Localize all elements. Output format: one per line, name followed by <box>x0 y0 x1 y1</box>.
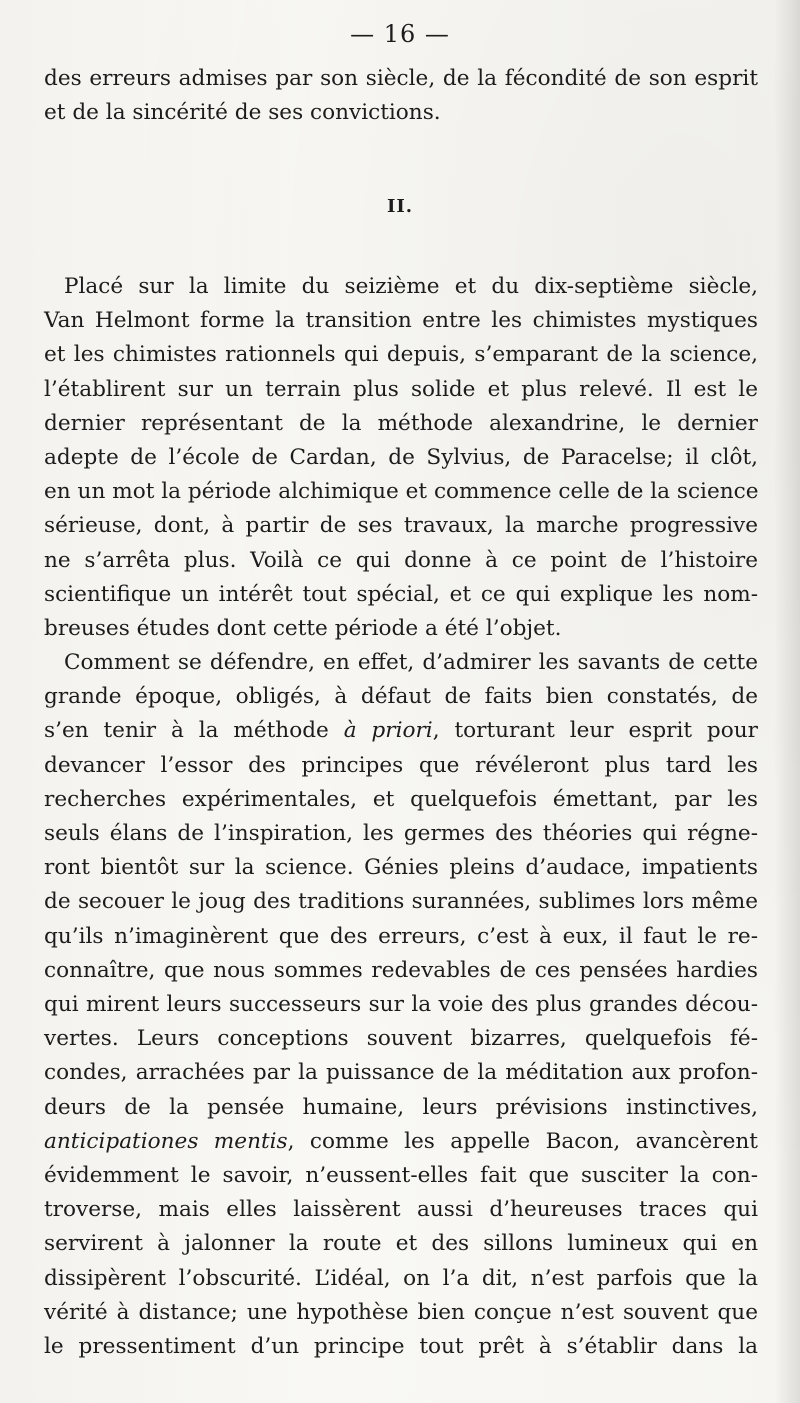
text-line: dissipèrent l’obscurité. L’idéal, on l’a dit, n’est parfois que la <box>44 1265 758 1291</box>
text-line: qu’ils n’imaginèrent que des erreurs, c’est à eux, il faut le re- <box>44 923 758 949</box>
text-line: vertes. Leurs conceptions souvent bizarres, quelquefois fé- <box>44 1026 758 1052</box>
text-line: Placé sur la limite du seizième et du dix-septième siècle, <box>64 274 758 299</box>
text-line: et de la sincérité de ses convictions. <box>44 100 441 126</box>
text-fragment: s’en tenir à la méthode <box>44 718 344 744</box>
text-line-with-italic <box>44 714 758 748</box>
text-line: condes, arrachées par la puissance de la méditation aux profon- <box>44 1060 758 1086</box>
text-line: des erreurs admises par son siècle, de la fécondité de son esprit <box>44 66 758 91</box>
text-line: grande époque, obligés, à défaut de faits bien constatés, de <box>44 684 758 710</box>
text-line: le pressentiment d’un principe tout prêt à s’établir dans la <box>44 1334 758 1360</box>
text-fragment: , torturant leur esprit pour <box>432 718 758 744</box>
text-line-with-italic <box>44 1125 758 1159</box>
intro-paragraph <box>44 62 758 130</box>
italic-term: à priori <box>343 718 433 744</box>
text-line: en un mot la période alchimique et commence celle de la science <box>44 479 759 505</box>
text-line: Comment se défendre, en effet, d’admirer les savants de cette <box>64 650 758 675</box>
text-line: devancer l’essor des principes que révéleront plus tard les <box>44 752 758 778</box>
italic-term: anticipationes mentis <box>44 1128 288 1154</box>
paragraph-1 <box>44 270 758 646</box>
text-line: connaître, que nous sommes redevables de ces pensées hardies <box>44 957 758 983</box>
text-line: seuls élans de l’inspiration, les germes des théories qui régne- <box>44 821 758 847</box>
text-fragment: , comme les appelle Bacon, avancèrent <box>287 1128 758 1154</box>
text-line: dernier représentant de la méthode alexandrine, le dernier <box>44 410 758 436</box>
text-line: de secouer le joug des traditions surannées, sublimes lors même <box>44 889 758 915</box>
text-line: et les chimistes rationnels qui depuis, s’emparant de la science, <box>44 342 758 368</box>
text-line: ront bientôt sur la science. Génies pleins d’audace, impatients <box>44 855 758 881</box>
text-line: Van Helmont forme la transition entre les chimistes mystiques <box>44 308 758 334</box>
text-line: scientifique un intérêt tout spécial, et ce qui explique les nom- <box>44 581 758 607</box>
text-line: l’établirent sur un terrain plus solide et plus relevé. Il est le <box>44 376 758 402</box>
text-line: servirent à jalonner la route et des sillons lumineux qui en <box>44 1231 758 1257</box>
text-line: breuses études dont cette période a été l’objet. <box>44 616 562 642</box>
text-line: qui mirent leurs successeurs sur la voie des plus grandes décou- <box>44 992 758 1018</box>
paragraph-2 <box>44 646 758 1364</box>
page-number: — 16 — <box>350 20 450 48</box>
text-line: vérité à distance; une hypothèse bien conçue n’est souvent que <box>44 1299 758 1325</box>
text-line: troverse, mais elles laissèrent aussi d’heureuses traces qui <box>44 1197 758 1223</box>
text-line: adepte de l’école de Cardan, de Sylvius, de Paracelse; il clôt, <box>44 445 758 471</box>
text-line: sérieuse, dont, à partir de ses travaux, la marche progressive <box>44 513 758 539</box>
text-line: évidemment le savoir, n’eussent-elles fait que susciter la con- <box>44 1163 758 1189</box>
section-heading: II. <box>386 196 414 217</box>
text-line: deurs de la pensée humaine, leurs prévisions instinctives, <box>44 1094 758 1120</box>
text-line: ne s’arrêta plus. Voilà ce qui donne à ce point de l’histoire <box>44 547 758 573</box>
text-line: recherches expérimentales, et quelquefois émettant, par les <box>44 786 758 812</box>
